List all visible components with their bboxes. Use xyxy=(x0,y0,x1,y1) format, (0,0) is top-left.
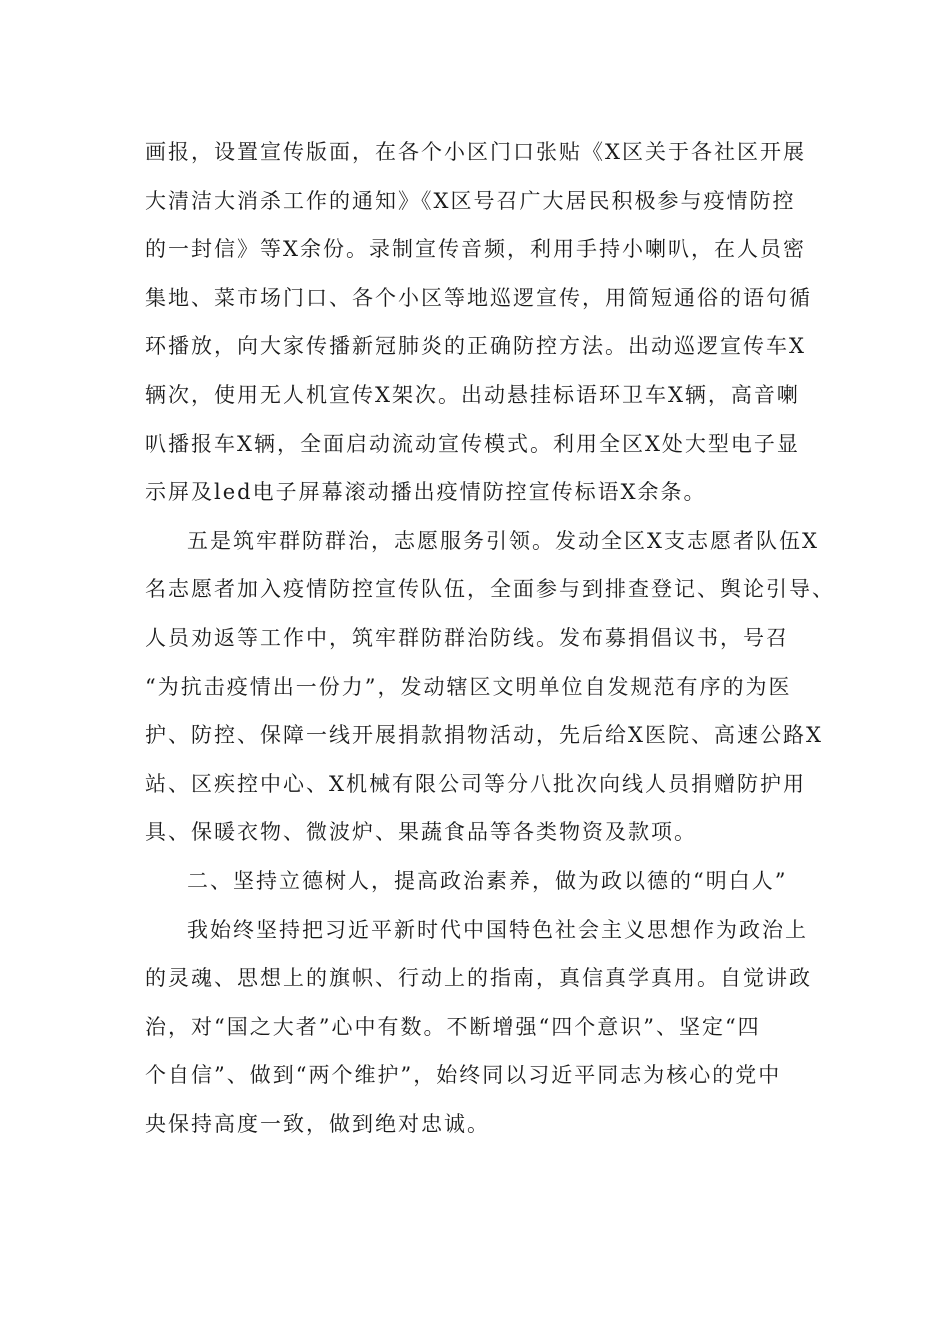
text-line: 我始终坚持把习近平新时代中国特色社会主义思想作为政治上 xyxy=(187,917,808,942)
text-line: 具、保暖衣物、微波炉、果蔬食品等各类物资及款项。 xyxy=(145,820,697,845)
text-line: 五是筑牢群防群治，志愿服务引领。发动全区X支志愿者队伍X xyxy=(187,528,819,553)
text-line: 集地、菜市场门口、各个小区等地巡逻宣传，用简短通俗的语句循 xyxy=(145,285,812,310)
text-line: 辆次，使用无人机宣传X架次。出动悬挂标语环卫车X辆，高音喇 xyxy=(145,382,800,407)
text-line: 环播放，向大家传播新冠肺炎的正确防控方法。出动巡逻宣传车X xyxy=(145,334,806,359)
text-line: 示屏及led电子屏幕滚动播出疫情防控宣传标语X余条。 xyxy=(145,480,707,505)
text-line: 个自信”、做到“两个维护”，始终同以习近平同志为核心的党中 xyxy=(145,1063,782,1088)
text-line: 的灵魂、思想上的旗帜、行动上的指南，真信真学真用。自觉讲政 xyxy=(145,966,812,991)
text-line: 叭播报车X辆，全面启动流动宣传模式。利用全区X处大型电子显 xyxy=(145,431,800,456)
text-line: 大清洁大消杀工作的通知》《X区号召广大居民积极参与疫情防控 xyxy=(145,188,796,213)
text-line: 站、区疾控中心、X机械有限公司等分八批次向线人员捐赠防护用 xyxy=(145,771,806,796)
text-line: 央保持高度一致，做到绝对忠诚。 xyxy=(145,1111,490,1136)
text-line: 治，对“国之大者”心中有数。不断增强“四个意识”、坚定“四 xyxy=(145,1014,761,1039)
text-line: 的一封信》等X余份。录制宣传音频，利用手持小喇叭，在人员密 xyxy=(145,237,806,262)
text-line: 名志愿者加入疫情防控宣传队伍，全面参与到排查登记、舆论引导、 xyxy=(145,577,835,602)
text-line: 人员劝返等工作中，筑牢群防群治防线。发布募捐倡议书，号召 xyxy=(145,625,789,650)
text-line: 二、坚持立德树人，提高政治素养，做为政以德的“明白人” xyxy=(187,868,788,893)
text-line: “为抗击疫情出一份力”，发动辖区文明单位自发规范有序的为医 xyxy=(145,674,792,699)
document-body xyxy=(145,128,835,1148)
text-line: 画报，设置宣传版面，在各个小区门口张贴《X区关于各社区开展 xyxy=(145,140,806,164)
text-line: 护、防控、保障一线开展捐款捐物活动，先后给X医院、高速公路X xyxy=(145,723,823,748)
